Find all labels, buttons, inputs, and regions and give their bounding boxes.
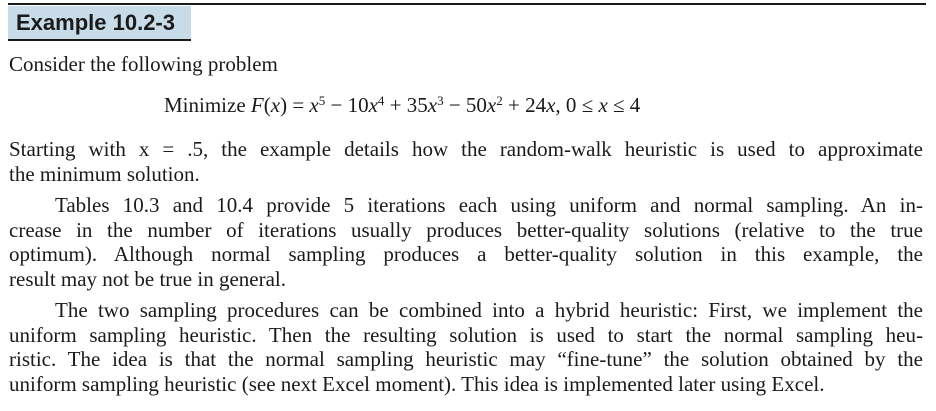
eq-equals: = [287, 93, 310, 117]
eq-paren-open: ( [263, 93, 271, 117]
paragraph-line: uniform sampling heuristic. Then the resulting solution is used to start the normal sampling heu- [9, 322, 923, 347]
paragraph-hybrid [9, 298, 923, 396]
paragraph-line: the minimum solution. [9, 161, 200, 186]
eq-paren-close: ) [280, 93, 288, 117]
paragraph-tables [9, 193, 923, 291]
paragraph-line: crease in the number of iterations usually produces better-quality solutions (relative to the true [9, 217, 923, 242]
paragraph-line: Starting with x = .5, the example details how the random-walk heuristic is used to approximate [9, 137, 923, 161]
eq-term2-exp: 4 [377, 93, 385, 108]
paragraph-line: Tables 10.3 and 10.4 provide 5 iterations each using uniform and normal sampling. An in- [55, 193, 923, 217]
paragraph-line: The two sampling procedures can be combined into a hybrid heuristic: First, we implement the [55, 298, 923, 322]
eq-term1-exp: 5 [318, 93, 326, 108]
eq-term4-coef: − 50 [443, 93, 487, 117]
intro-text: Consider the following problem [9, 52, 278, 76]
eq-prefix: Minimize [164, 93, 251, 117]
example-title: Example 10.2-3 [16, 10, 175, 35]
eq-term3-exp: 3 [437, 93, 444, 108]
paragraph-line: uniform sampling heuristic (see next Excel moment). This idea is implemented later using Excel. [9, 371, 825, 396]
eq-term4-exp: 2 [496, 93, 503, 108]
eq-term1-var: x [309, 93, 319, 117]
objective-equation [164, 93, 640, 118]
eq-term5-var: x [546, 93, 556, 117]
paragraph-line: optimum). Although normal sampling produces a better-quality solution in this example, the [9, 242, 923, 266]
paragraph-starting [9, 137, 923, 186]
eq-term3-var: x [427, 93, 438, 117]
paragraph-line: result may not be true in general. [9, 266, 286, 291]
eq-term4-var: x [486, 93, 497, 117]
eq-term2-coef: − 10 [325, 93, 369, 117]
eq-constraint-end: ≤ 4 [607, 93, 641, 117]
top-rule [8, 3, 926, 5]
eq-term5-coef: + 24 [502, 93, 547, 117]
eq-constraint: , 0 ≤ [555, 93, 599, 117]
eq-func: F [250, 93, 264, 117]
eq-term3-coef: + 35 [384, 93, 428, 117]
paragraph-line: ristic. The idea is that the normal sampling heuristic may “fine-tune” the solution obtained by the [9, 347, 923, 371]
eq-constraint-var: x [598, 93, 608, 117]
eq-var: x [270, 93, 281, 117]
eq-term2-var: x [368, 93, 378, 117]
example-heading-box [8, 6, 191, 41]
